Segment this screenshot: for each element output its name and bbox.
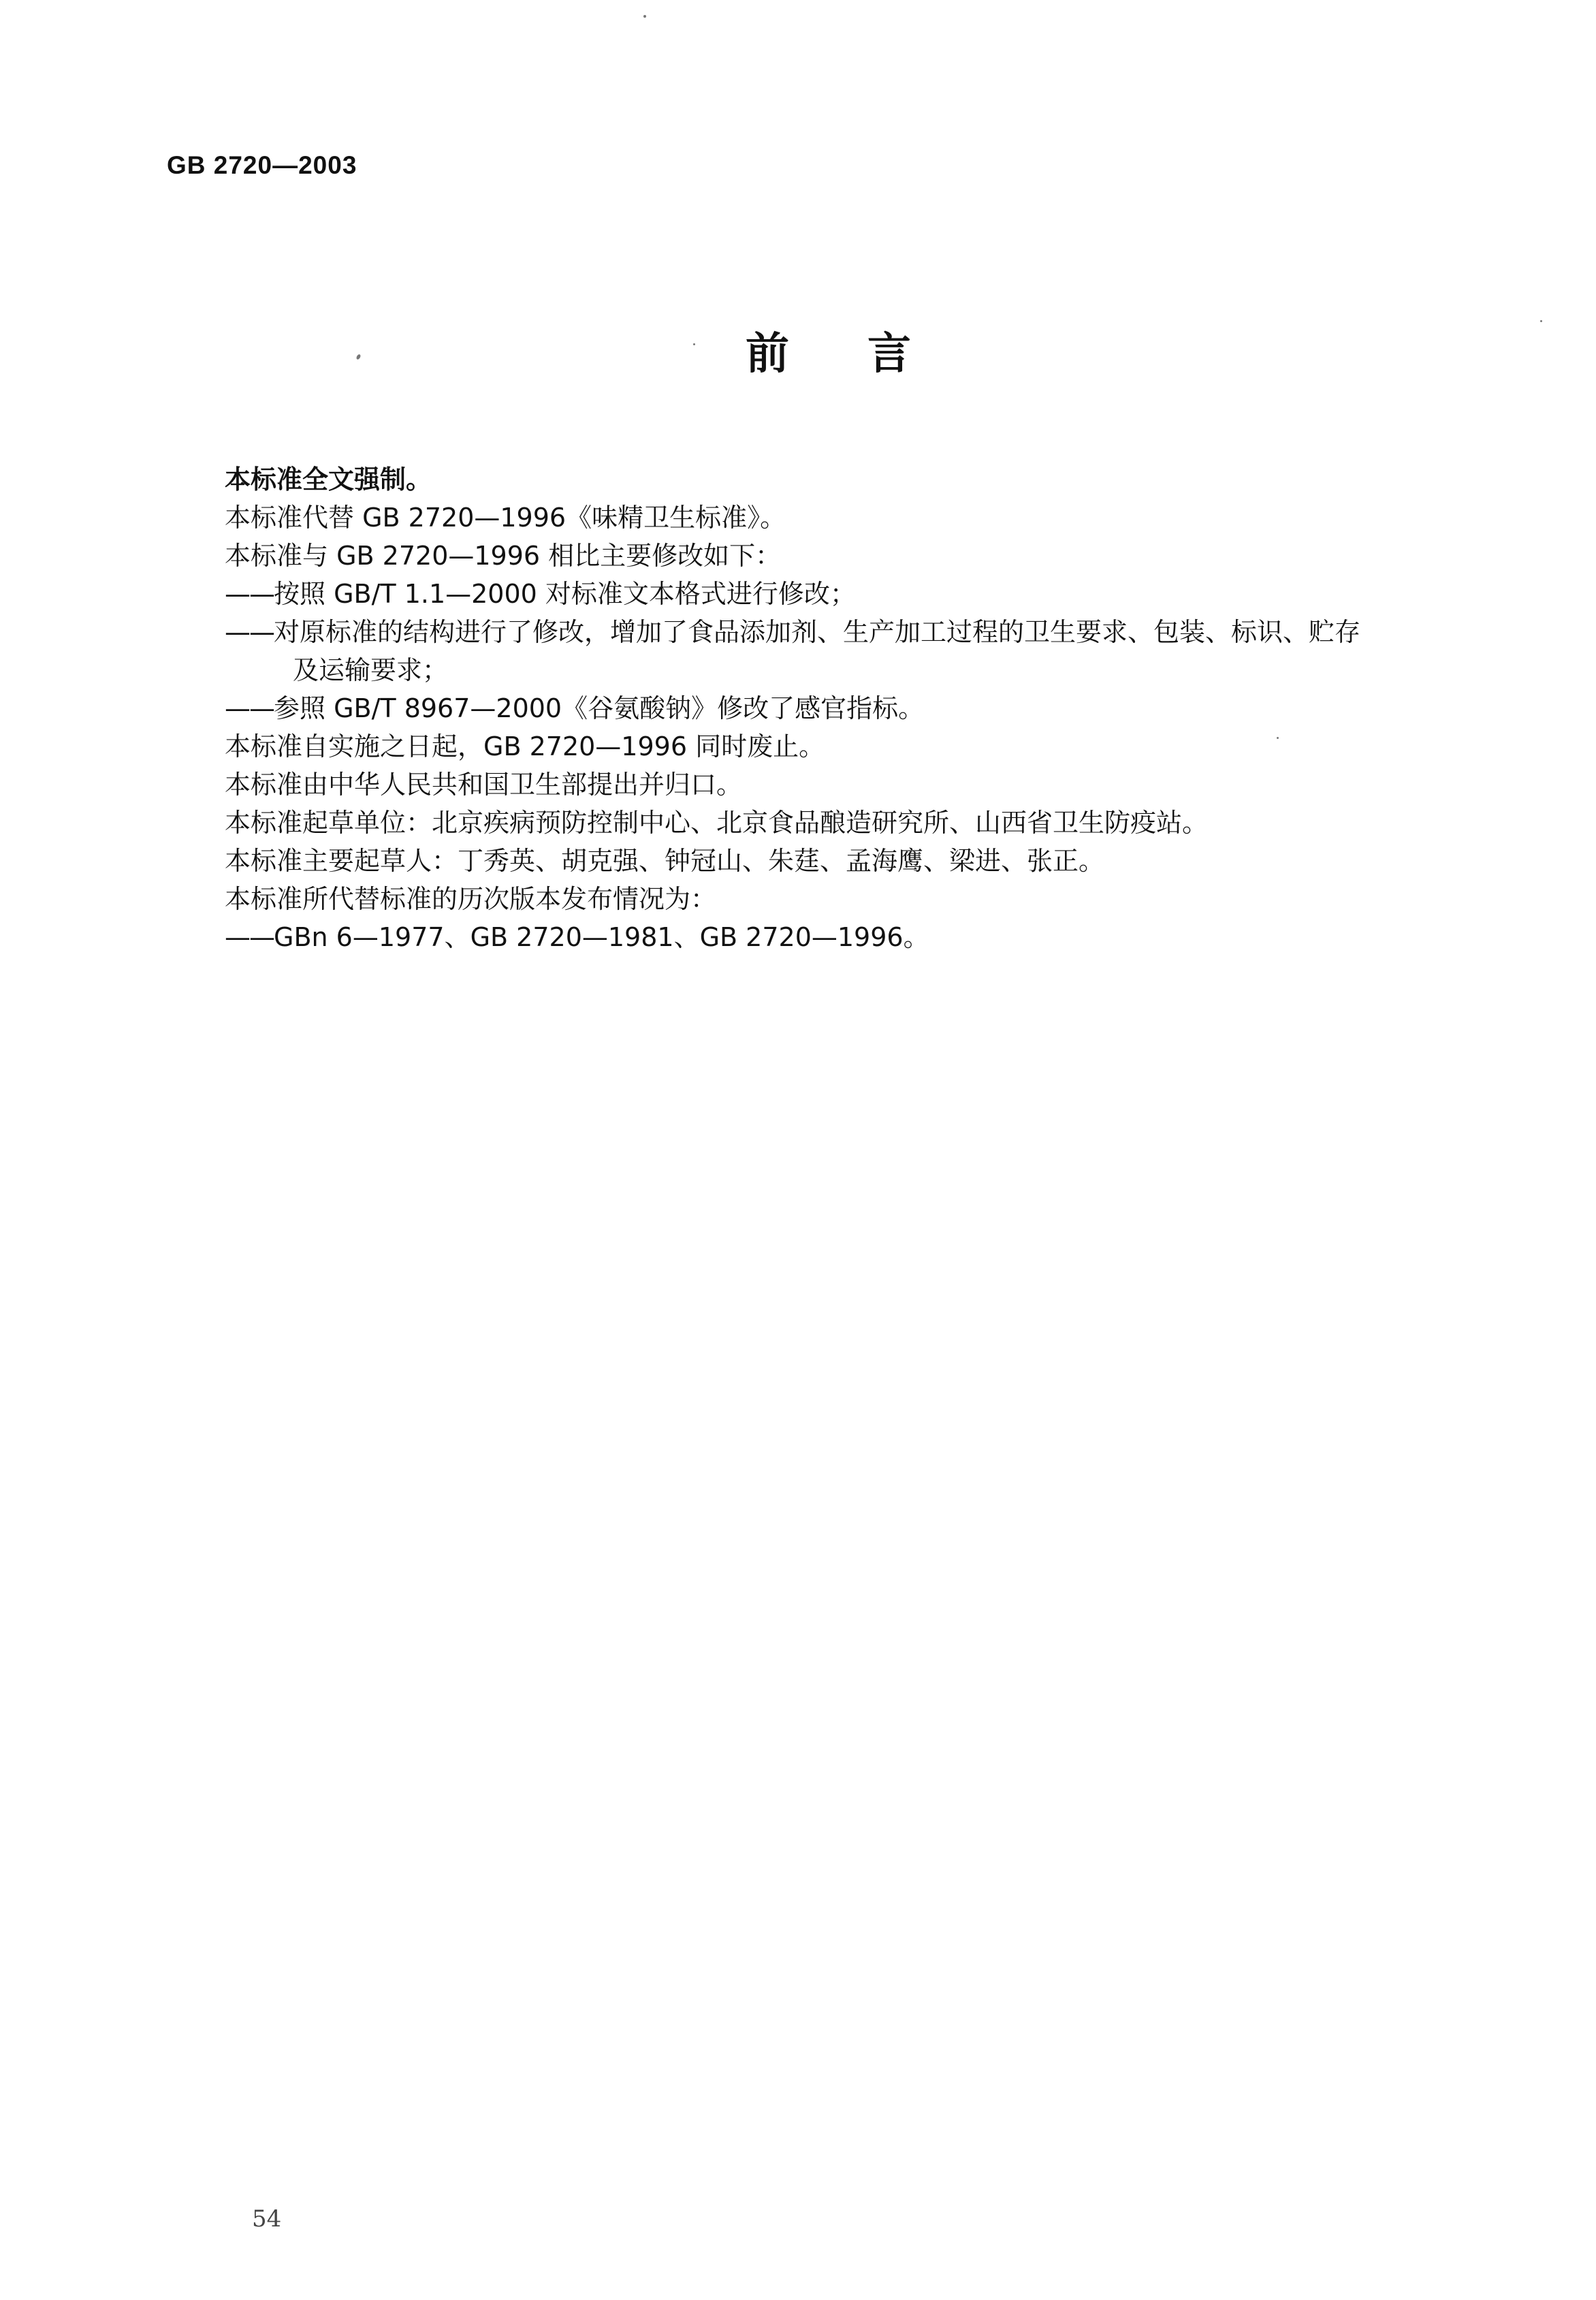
change-item-structure-continued: 及运输要求； xyxy=(293,655,449,685)
abolition-statement: 本标准自实施之日起，GB 2720—1996 同时废止。 xyxy=(225,731,825,761)
scan-speck xyxy=(1540,320,1542,322)
previous-versions-intro: 本标准所代替标准的历次版本发布情况为： xyxy=(225,884,717,914)
drafting-units: 本标准起草单位：北京疾病预防控制中心、北京食品酿造研究所、山西省卫生防疫站。 xyxy=(225,808,1209,838)
change-item-sensory xyxy=(225,689,1546,727)
main-drafters: 本标准主要起草人：丁秀英、胡克强、钟冠山、朱莛、孟海鹰、梁进、张正。 xyxy=(225,846,1105,876)
page-title: 前言 xyxy=(746,329,989,379)
list-dash: —— xyxy=(225,579,274,609)
change-item-structure xyxy=(225,613,1546,651)
list-dash: —— xyxy=(225,922,274,952)
change-item-format xyxy=(225,575,1546,613)
list-dash: —— xyxy=(225,617,274,647)
standard-number-header: GB 2720—2003 xyxy=(167,151,357,179)
scan-speck xyxy=(643,15,646,18)
scan-speck xyxy=(693,343,695,345)
proposer-statement: 本标准由中华人民共和国卫生部提出并归口。 xyxy=(225,770,743,800)
scan-speck xyxy=(355,353,361,360)
change-item-structure-text: 对原标准的结构进行了修改，增加了食品添加剂、生产加工过程的卫生要求、包装、标识、贮存 xyxy=(274,617,1361,647)
changes-intro: 本标准与 GB 2720—1996 相比主要修改如下： xyxy=(225,541,782,571)
replacement-statement: 本标准代替 GB 2720—1996《味精卫生标准》。 xyxy=(225,503,786,533)
change-item-sensory-text: 参照 GB/T 8967—2000《谷氨酸钠》修改了感官指标。 xyxy=(274,693,925,723)
list-dash: —— xyxy=(225,693,274,723)
page-number: 54 xyxy=(252,2205,282,2233)
previous-versions-list xyxy=(225,918,1546,956)
foreword-body xyxy=(225,460,1546,956)
change-item-format-text: 按照 GB/T 1.1—2000 对标准文本格式进行修改； xyxy=(274,579,856,609)
mandatory-statement: 本标准全文强制。 xyxy=(225,464,432,494)
scan-speck xyxy=(1277,737,1279,739)
previous-versions-text: GBn 6—1977、GB 2720—1981、GB 2720—1996。 xyxy=(274,922,929,952)
